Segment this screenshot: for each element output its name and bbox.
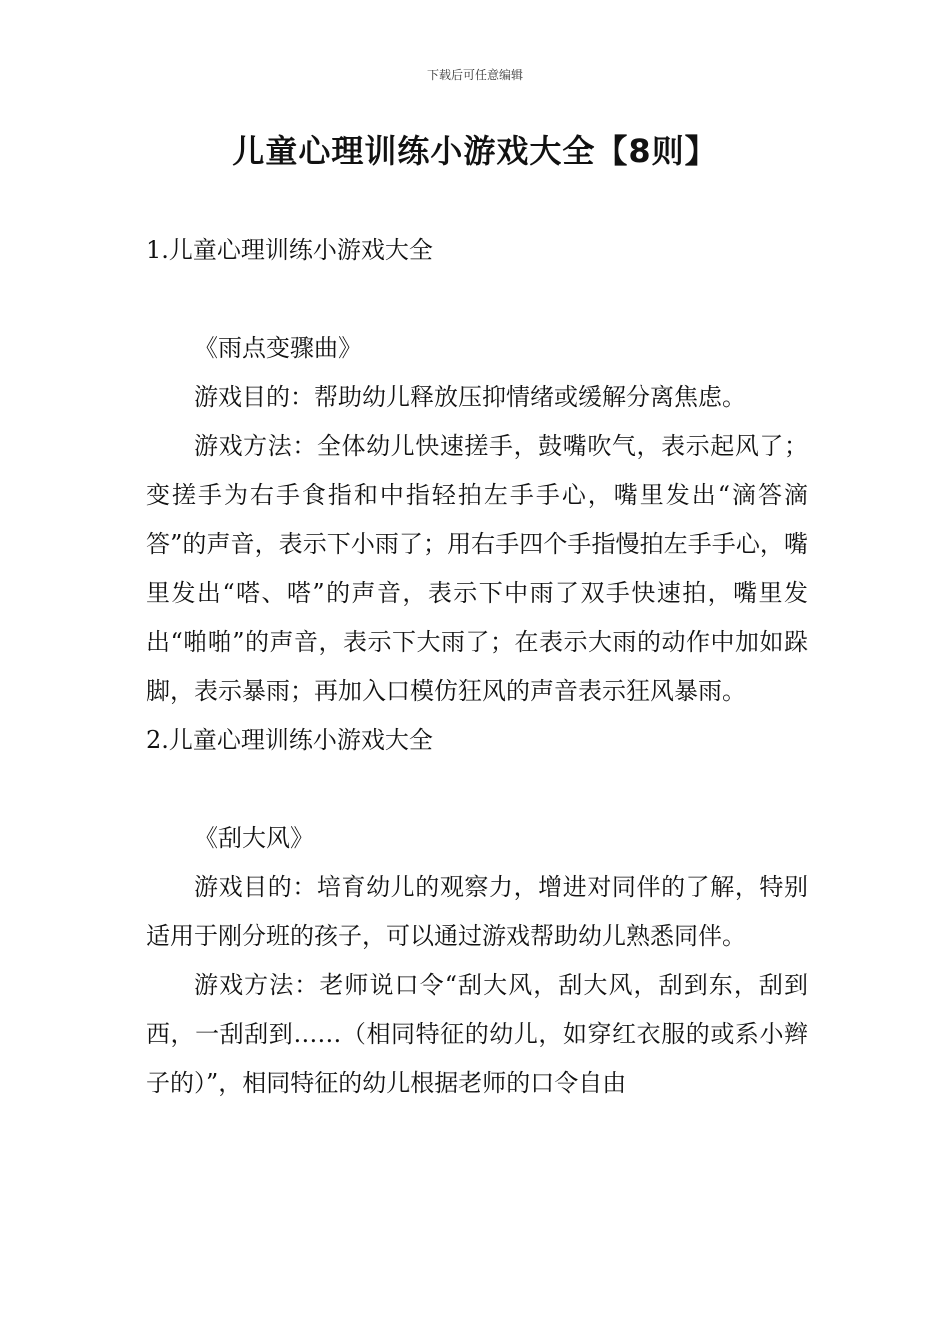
paragraph: 游戏目的：帮助幼儿释放压抑情绪或缓解分离焦虑。 [194, 383, 746, 411]
paragraph: 游戏目的：培育幼儿的观察力，增进对同伴的了解，特别适用于刚分班的孩子，可以通过游戏帮助幼儿熟悉同伴。 [146, 873, 808, 950]
paragraph: 游戏方法：老师说口令“刮大风，刮大风，刮到东，刮到西，一刮刮到……（相同特征的幼儿，如穿红衣服的或系小辫子的）”，相同特征的幼儿根据老师的口令自由 [146, 971, 808, 1097]
game-title: 《刮大风》 [194, 824, 314, 852]
game-title: 《雨点变骤曲》 [194, 334, 362, 362]
section-heading: 1.儿童心理训练小游戏大全 [146, 236, 433, 264]
section-heading: 2.儿童心理训练小游戏大全 [146, 726, 433, 754]
document-body [146, 226, 808, 1108]
header-note: 下载后可任意编辑 [426, 68, 523, 82]
document-title: 儿童心理训练小游戏大全【8则】 [232, 132, 718, 170]
paragraph: 游戏方法：全体幼儿快速搓手，鼓嘴吹气，表示起风了；变搓手为右手食指和中指轻拍左手手心，嘴里发出“滴答滴答”的声音，表示下小雨了；用右手四个手指慢拍左手手心，嘴里发出“嗒、嗒”的声音，表示下中雨了双手快速拍，嘴里发出“啪啪”的声音，表示下大雨了；在表示大雨的动作中加如跺脚，表示暴雨；再加入口模仿狂风的声音表示狂风暴雨。 [146, 432, 808, 705]
